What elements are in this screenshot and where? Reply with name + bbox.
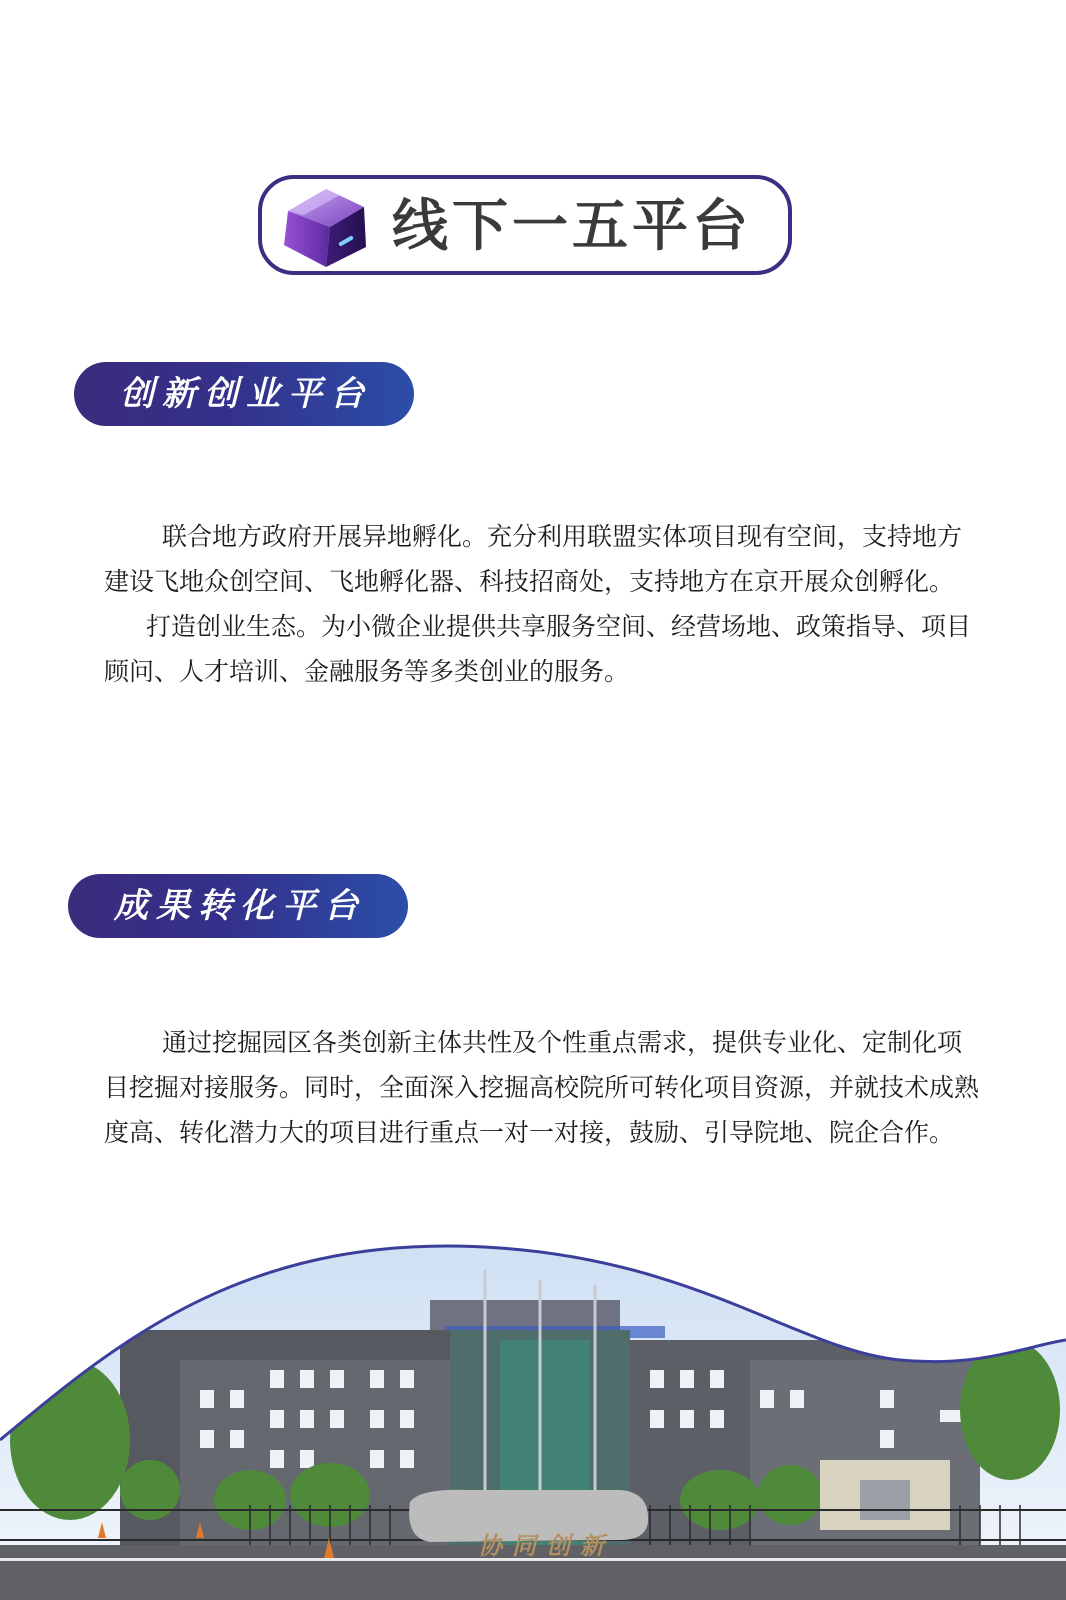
rock-inscription: 协同创新 [478,1531,614,1560]
paragraph: 打造创业生态。为小微企业提供共享服务空间、经营场地、政策指导、项目顾问、人才培训、金融服务等多类创业的服务。 [104,612,972,686]
paragraph: 联合地方政府开展异地孵化。充分利用联盟实体项目现有空间，支持地方建设飞地众创空间、飞地孵化器、科技招商处，支持地方在京开展众创孵化。 [104,522,963,596]
paragraph: 通过挖掘园区各类创新主体共性及个性重点需求，提供专业化、定制化项目挖掘对接服务。同时，全面深入挖掘高校院所可转化项目资源，并就技术成熟度高、转化潜力大的项目进行重点一对一对接，鼓励、引导院地、院企合作。 [104,1028,980,1147]
section-body-transfer [104,1020,984,1155]
page-title: 线下一五平台 [392,194,752,259]
section-banner-transfer: 成果转化平台 [68,874,408,938]
purple-cube-icon [280,185,372,271]
page-title-box [258,175,792,275]
section-banner-innovation: 创新创业平台 [74,362,414,426]
section-body-innovation [104,514,984,694]
